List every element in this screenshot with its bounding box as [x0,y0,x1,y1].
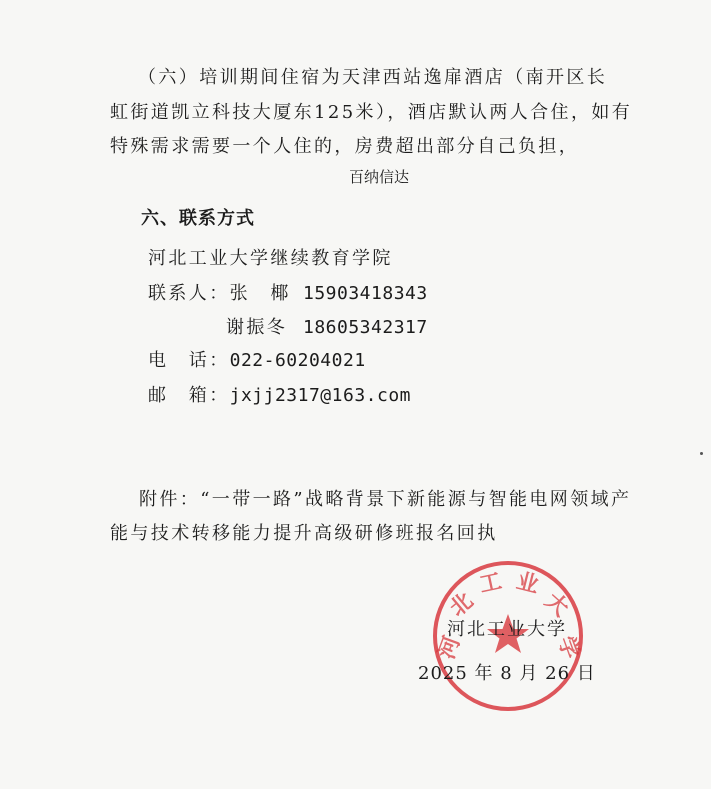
inline-note: 百纳信达 [349,168,410,186]
email-row [148,385,411,407]
phone-label: 电 话： [148,350,230,371]
signature-organization: 河北工业大学 [447,619,567,640]
accommodation-line-2: 虹街道凯立科技大厦东125米），酒店默认两人合住，如有 [110,102,633,123]
contact-person-row-1 [148,283,291,305]
contact-person-2-name: 谢振冬 [226,317,288,338]
signature-date: 2025 年 8 月 26 日 [418,663,596,684]
phone-row [148,350,366,372]
attachment-line-1: 附件：“一带一路”战略背景下新能源与智能电网领域产 [139,489,632,510]
accommodation-line-1: （六）培训期间住宿为天津西站逸扉酒店（南开区长 [138,67,608,88]
accommodation-line-3: 特殊需求需要一个人住的，房费超出部分自己负担， [110,136,580,157]
page-speck [700,452,703,455]
seal-char-5: 大 [539,588,573,622]
seal-char-4: 业 [513,568,542,599]
contact-person-1-name: 张 椰 [229,283,291,304]
contact-person-1-phone: 15903418343 [303,283,428,304]
seal-char-1: 河 [434,633,466,663]
contact-heading: 六、联系方式 [141,208,255,229]
attachment-line-2: 能与技术转移能力提升高级研修班报名回执 [110,523,498,544]
email-label: 邮 箱： [148,385,230,406]
seal-char-6: 学 [552,633,584,663]
seal-char-2: 北 [445,588,479,622]
contact-organization: 河北工业大学继续教育学院 [148,248,393,269]
seal-char-3: 工 [477,569,505,599]
contact-person-label: 联系人： [148,283,230,304]
phone-value: 022-60204021 [229,350,366,371]
contact-person-2-phone: 18605342317 [303,317,428,338]
email-value: jxjj2317@163.com [229,385,411,406]
